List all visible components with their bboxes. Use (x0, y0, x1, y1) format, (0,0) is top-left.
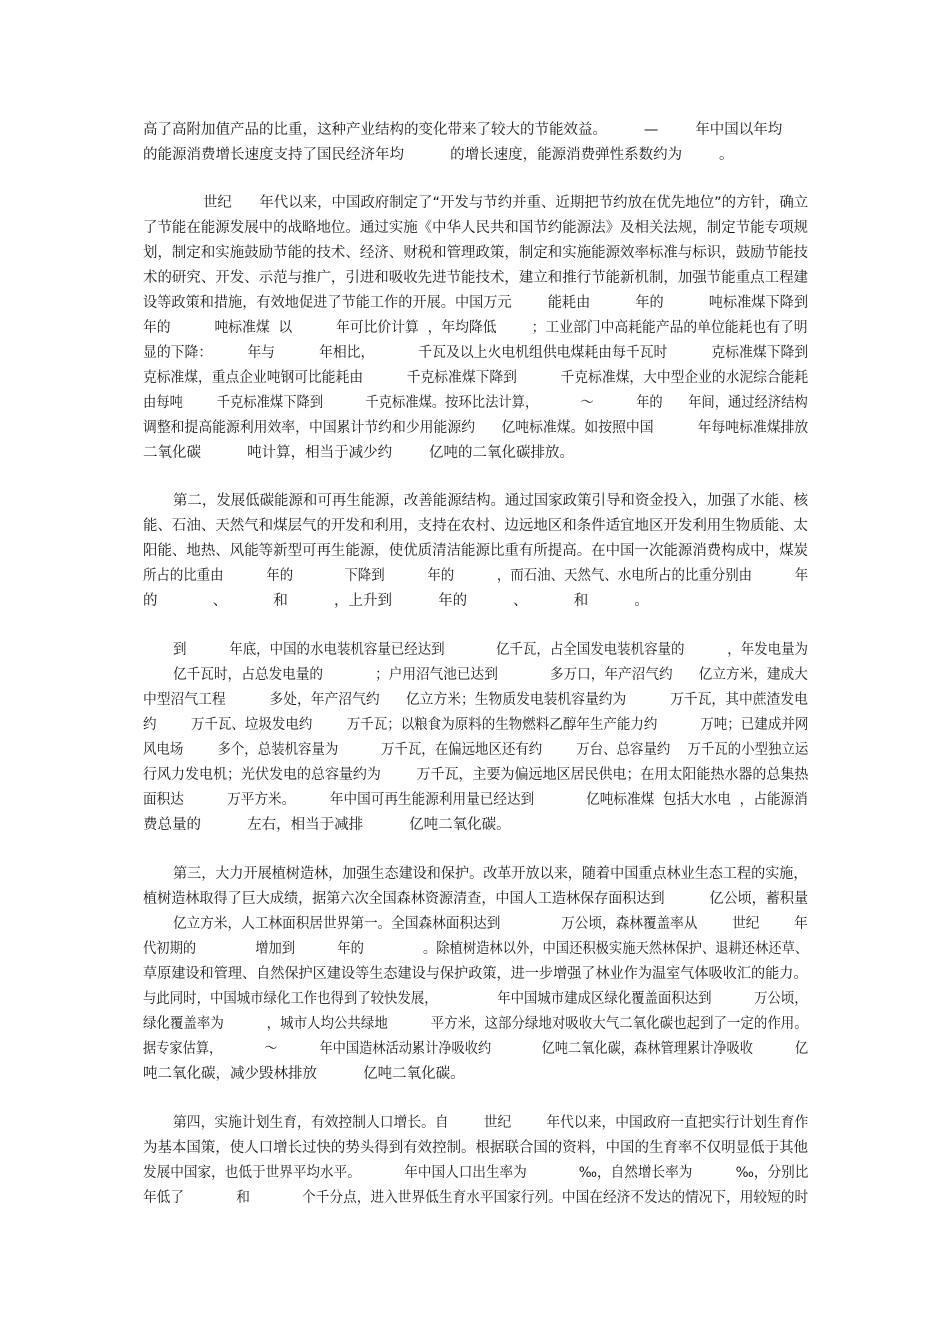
text-line: 克标准煤，重点企业吨钢可比能耗由 千克标准煤下降到 千克标准煤，大中型企业的水泥综合能耗 (143, 370, 809, 386)
text-line: 二氧化碳 吨计算，相当于减少约 亿吨的二氧化碳排放。 (143, 445, 574, 461)
text-line: 划，制定和实施鼓励节能的技术、经济、财税和管理政策，制定和实施能源效率标准与标识，鼓励节能技 (143, 245, 808, 261)
text-line: 年低了 和 个千分点，进入世界低生育水平国家行列。中国在经济不发达的情况下，用较短的时 (143, 1190, 809, 1206)
text-line: 代初期的 增加到 年的 。除植树造林以外，中国还积极实施天然林保护、退耕还林还草、 (143, 941, 809, 957)
text-line: 中型沼气工程 多处，年产沼气约 亿立方米；生物质发电装机容量约为 万千瓦，其中蔗渣发电 (143, 692, 808, 708)
text-line: 风电场 多个，总装机容量为 万千瓦，在偏远地区还有约 万台、总容量约 万千瓦的小型独立运 (143, 742, 809, 758)
text-line: 行风力发电机；光伏发电的总容量约为 万千瓦，主要为偏远地区居民供电；在用太阳能热水器的总集热 (143, 767, 809, 783)
text-line: 吨二氧化碳，减少毁林排放 亿吨二氧化碳。 (143, 1066, 465, 1082)
text-line: 为基本国策，使人口增长过快的势头得到有效控制。根据联合国的资料，中国的生育率不仅明显低于其他 (143, 1140, 808, 1156)
text-line: 到 年底，中国的水电装机容量已经达到 亿千瓦，占全国发电装机容量的 ，年发电量为 (173, 642, 809, 658)
text-line: 据专家估算， ～ 年中国造林活动累计净吸收约 亿吨二氧化碳，森林管理累计净吸收 亿 (143, 1041, 809, 1057)
text-line: 绿化覆盖率为 ，城市人均公共绿地 平方米，这部分绿地对吸收大气二氧化碳也起到了一定的作用。 (143, 1016, 808, 1032)
text-line: 面积达 万平方米。 年中国可再生能源利用量已经达到 亿吨标准煤 包括大水电 ，占能源消 (143, 792, 808, 808)
text-line: 世纪 年代以来，中国政府制定了“开发与节约并重、近期把节约放在优先地位”的方针，确立 (203, 195, 809, 211)
text-line: 能、石油、天然气和煤层气的开发和利用，支持在农村、边远地区和条件适宜地区开发利用生物质能、太 (143, 518, 808, 534)
text-line: 的 、 和 ，上升到 年的 、 和 。 (143, 593, 649, 609)
text-line: 草原建设和管理、自然保护区建设等生态建设与保护政策，进一步增强了林业作为温室气体吸收汇的能力。 (143, 966, 808, 982)
text-line: 亿千瓦时，占总发电量的 ；户用沼气池已达到 多万口，年产沼气约 亿立方米，建成大 (173, 667, 808, 683)
text-line: 所占的比重由 年的 下降到 年的 ，而石油、天然气、水电所占的比重分别由 年 (143, 568, 809, 584)
text-line: 约 万千瓦、垃圾发电约 万千瓦；以粮食为原料的生物燃料乙醇年生产能力约 万吨；已建成并网 (143, 717, 809, 733)
text-line: 第三，大力开展植树造林，加强生态建设和保护。改革开放以来，随着中国重点林业生态工程的实施， (173, 866, 808, 882)
text-line: 设等政策和措施，有效地促进了节能工作的开展。中国万元 能耗由 年的 吨标准煤下降到 (143, 295, 809, 311)
text-line: 阳能、地热、风能等新型可再生能源，使优质清洁能源比重有所提高。在中国一次能源消费构成中，煤炭 (143, 543, 808, 559)
text-line: 显的下降： 年与 年相比， 千瓦及以上火电机组供电煤耗由每千瓦时 克标准煤下降到 (143, 345, 809, 361)
text-line: 植树造林取得了巨大成绩，据第六次全国森林资源清查，中国人工造林保存面积达到 亿公顷，蓄积量 (143, 891, 809, 907)
text-line: 年的 吨标准煤 以 年可比价计算 ，年均降低 ；工业部门中高耗能产品的单位能耗也有了明 (143, 320, 808, 336)
text-line: 调整和提高能源利用效率，中国累计节约和少用能源约 亿吨标准煤。如按照中国 年每吨标准煤排放 (143, 420, 809, 436)
text-line: 与此同时，中国城市绿化工作也得到了较快发展， 年中国城市建成区绿化覆盖面积达到 万公顷， (143, 991, 808, 1007)
text-line: 第二，发展低碳能源和可再生能源，改善能源结构。通过国家政策引导和资金投入，加强了水能、核 (173, 493, 809, 509)
text-line: 第四，实施计划生育，有效控制人口增长。自 世纪 年代以来，中国政府一直把实行计划生育作 (173, 1115, 809, 1131)
text-line: 亿立方米，人工林面积居世界第一。全国森林面积达到 万公顷，森林覆盖率从 世纪 年 (173, 916, 808, 932)
text-line: 术的研究、开发、示范与推广，引进和吸收先进节能技术，建立和推行节能新机制，加强节能重点工程建 (143, 270, 808, 286)
text-line: 了节能在能源发展中的战略地位。通过实施《中华人民共和国节约能源法》及相关法规，制定节能专项规 (143, 220, 808, 236)
text-line: 的能源消费增长速度支持了国民经济年均 的增长速度，能源消费弹性系数约为 。 (143, 147, 734, 163)
text-line: 费总量的 左右，相当于减排 亿吨二氧化碳。 (143, 817, 511, 833)
text-line: 由每吨 千克标准煤下降到 千克标准煤。按环比法计算， ～ 年的 年间，通过经济结构 (143, 395, 808, 411)
text-line: 高了高附加值产品的比重，这种产业结构的变化带来了较大的节能效益。 — 年中国以年均 (143, 122, 783, 138)
text-line: 发展中国家，也低于世界平均水平。 年中国人口出生率为 ‰，自然增长率为 ‰，分别比 (143, 1165, 809, 1181)
